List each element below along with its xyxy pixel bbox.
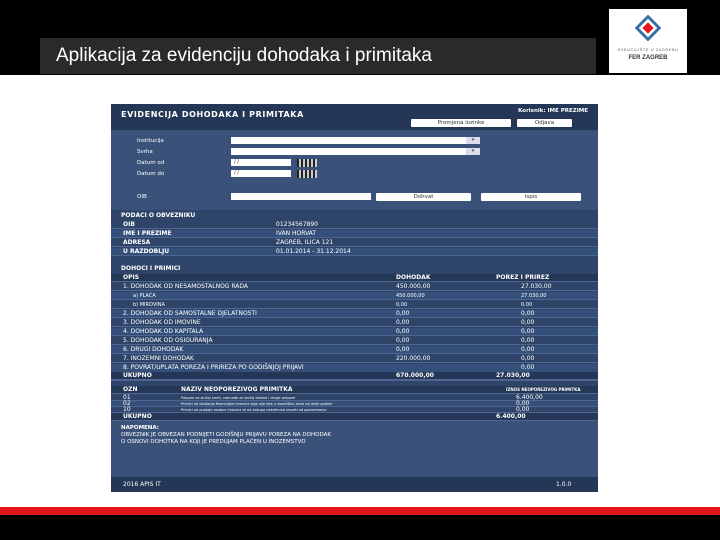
logo-name: FER ZAGREB <box>628 55 668 61</box>
income-header-row <box>111 274 598 282</box>
income-value: 220.000,00 <box>396 355 431 362</box>
income-row <box>111 328 598 336</box>
institution-select[interactable] <box>231 137 466 144</box>
tax-value: 0,00 <box>521 319 535 326</box>
note-line-1: OBVEZNIK JE OBVEZAN PODNIJETI GODIŠNJU PRIJAVU POREZA NA DOHODAK <box>121 432 331 438</box>
untaxed-header-row <box>111 386 598 394</box>
income-value: 0,00 <box>396 310 410 317</box>
date-to-label: Datum do <box>137 171 165 177</box>
untaxed-total-label: UKUPNO <box>123 413 152 420</box>
purpose-select[interactable] <box>231 148 466 155</box>
footer-red-stripe <box>0 507 720 515</box>
fetch-button[interactable]: Dohvat <box>376 193 471 201</box>
date-to-input[interactable]: / / <box>231 170 291 177</box>
income-value: 450.000,00 <box>396 283 431 290</box>
untaxed-name: Primici od prodaje osobne imovine te od zakupa nekretnina izuzeti od oporezivanja <box>181 408 327 412</box>
taxpayer-field-value: 01234567890 <box>276 221 318 228</box>
footer-left: 2016 APIS IT <box>123 481 161 488</box>
income-value: 450.000,00 <box>396 293 425 299</box>
taxpayer-field-value: ZAGREB, ILICA 121 <box>276 239 334 246</box>
income-row <box>111 319 598 327</box>
tax-value: 0,00 <box>521 310 535 317</box>
institution-dropdown-icon[interactable]: ▾ <box>466 137 480 144</box>
income-desc: 2. DOHODAK OD SAMOSTALNE DJELATNOSTI <box>123 310 257 317</box>
taxpayer-field-label: OIB <box>123 221 135 228</box>
col-code-header: OZN <box>123 386 138 393</box>
app-header <box>111 104 598 130</box>
income-row <box>111 310 598 318</box>
income-value: 0,00 <box>396 346 410 353</box>
untaxed-code: 01 <box>123 394 131 401</box>
logo-caption: SVEUČILIŠTE U ZAGREBU <box>617 47 679 52</box>
income-section-title: DOHOCI I PRIMICI <box>121 265 181 272</box>
income-row <box>111 283 598 291</box>
taxpayer-row <box>111 221 598 229</box>
untaxed-name: Primici od otuđenja financijske imovine koja nije bila u vlasništvu duže od dvije godine <box>181 402 333 406</box>
tax-value: 0,00 <box>521 302 533 308</box>
institution-label: Institucija <box>137 138 164 144</box>
untaxed-code: 02 <box>123 400 131 407</box>
calendar-to-icon[interactable] <box>297 170 317 178</box>
date-from-input[interactable]: / / <box>231 159 291 166</box>
taxpayer-section-title: PODACI O OBVEZNIKU <box>121 212 196 219</box>
logout-button[interactable]: Odjava <box>517 119 572 127</box>
print-button[interactable]: Ispis <box>481 193 581 201</box>
income-total-value: 670.000,00 <box>396 372 434 379</box>
income-total-row <box>111 372 598 380</box>
income-desc: 5. DOHODAK OD OSIGURANJA <box>123 337 213 344</box>
taxpayer-field-value: IVAN HORVAT <box>276 230 317 237</box>
user-label: Korisnik: IME PREZIME <box>518 108 588 114</box>
logo-diamond-icon <box>635 15 661 41</box>
income-value: 0,00 <box>396 337 410 344</box>
tax-total-value: 27.030,00 <box>496 372 530 379</box>
income-desc: 8. POVRAT/UPLATA POREZA I PRIREZA PO GODIŠNJOJ PRIJAVI <box>123 364 304 371</box>
income-desc: 6. DRUGI DOHODAK <box>123 346 184 353</box>
app-title: EVIDENCIJA DOHODAKA I PRIMITAKA <box>121 110 304 119</box>
tax-value: 0,00 <box>521 355 535 362</box>
purpose-label: Svrha <box>137 149 153 155</box>
footer-version: 1.0.0 <box>556 481 572 488</box>
app-screenshot <box>111 104 598 492</box>
untaxed-total-row <box>111 413 598 421</box>
tax-value: 27.030,00 <box>521 283 552 290</box>
app-footer <box>111 477 598 492</box>
untaxed-total-value: 6.400,00 <box>496 413 526 420</box>
income-total-label: UKUPNO <box>123 372 152 379</box>
oib-input[interactable] <box>231 193 371 200</box>
untaxed-name: Potpore za slučaj smrti, naknade za slučaj bolesti i druge potpore <box>181 396 296 400</box>
income-desc: a) PLAĆA <box>133 293 156 299</box>
slide-title: Aplikacija za evidenciju dohodaka i primitaka <box>40 38 596 74</box>
search-form <box>111 130 598 210</box>
untaxed-amount: 0,00 <box>516 406 530 413</box>
tax-value: 0,00 <box>521 328 535 335</box>
untaxed-amount: 0,00 <box>516 400 530 407</box>
tax-value: 0,00 <box>521 337 535 344</box>
income-value: 0,00 <box>396 302 408 308</box>
tax-value: 27.030,00 <box>521 293 547 299</box>
taxpayer-field-label: IME I PREZIME <box>123 230 172 237</box>
income-value: 0,00 <box>396 319 410 326</box>
note-title: NAPOMENA: <box>121 425 159 431</box>
income-desc: 1. DOHODAK OD NESAMOSTALNOG RADA <box>123 283 248 290</box>
income-desc: 7. INOZEMNI DOHODAK <box>123 355 194 362</box>
date-from-label: Datum od <box>137 160 165 166</box>
footer-black-band <box>0 515 720 540</box>
col-tax-header: POREZ I PRIREZ <box>496 274 550 281</box>
oib-label: OIB <box>137 194 147 200</box>
untaxed-code: 10 <box>123 406 131 413</box>
tax-value: 0,00 <box>521 364 535 371</box>
income-desc: 4. DOHODAK OD KAPITALA <box>123 328 204 335</box>
tax-value: 0,00 <box>521 346 535 353</box>
income-value: 0,00 <box>396 328 410 335</box>
income-desc: b) MIROVINA <box>133 302 165 308</box>
income-row <box>111 346 598 354</box>
income-desc: 3. DOHODAK OD IMOVINE <box>123 319 201 326</box>
col-desc-header: OPIS <box>123 274 140 281</box>
income-row <box>111 292 598 300</box>
note-box <box>111 421 598 477</box>
purpose-dropdown-icon[interactable]: ▾ <box>466 148 480 155</box>
taxpayer-row <box>111 239 598 247</box>
taxpayer-field-label: U RAZDOBLJU <box>123 248 170 255</box>
income-row <box>111 355 598 363</box>
col-amount-header: IZNOS NEOPOREZIVOG PRIMITKA <box>506 387 581 392</box>
calendar-from-icon[interactable] <box>297 159 317 167</box>
taxpayer-row <box>111 248 598 256</box>
col-name-header: NAZIV NEOPOREZIVOG PRIMITKA <box>181 386 293 393</box>
logo <box>609 9 687 73</box>
taxpayer-field-value: 01.01.2014 - 31.12.2014 <box>276 248 351 255</box>
untaxed-amount: 6.400,00 <box>516 394 543 401</box>
taxpayer-row <box>111 230 598 238</box>
change-password-button[interactable]: Promjena lozinke <box>411 119 511 127</box>
note-line-2: O OSNOVI DOHOTKA NA KOJI JE PREDUJAM PLAĆEN U INOZEMSTVO <box>121 439 306 445</box>
taxpayer-field-label: ADRESA <box>123 239 151 246</box>
col-income-header: DOHODAK <box>396 274 431 281</box>
income-row <box>111 301 598 309</box>
income-row <box>111 337 598 345</box>
